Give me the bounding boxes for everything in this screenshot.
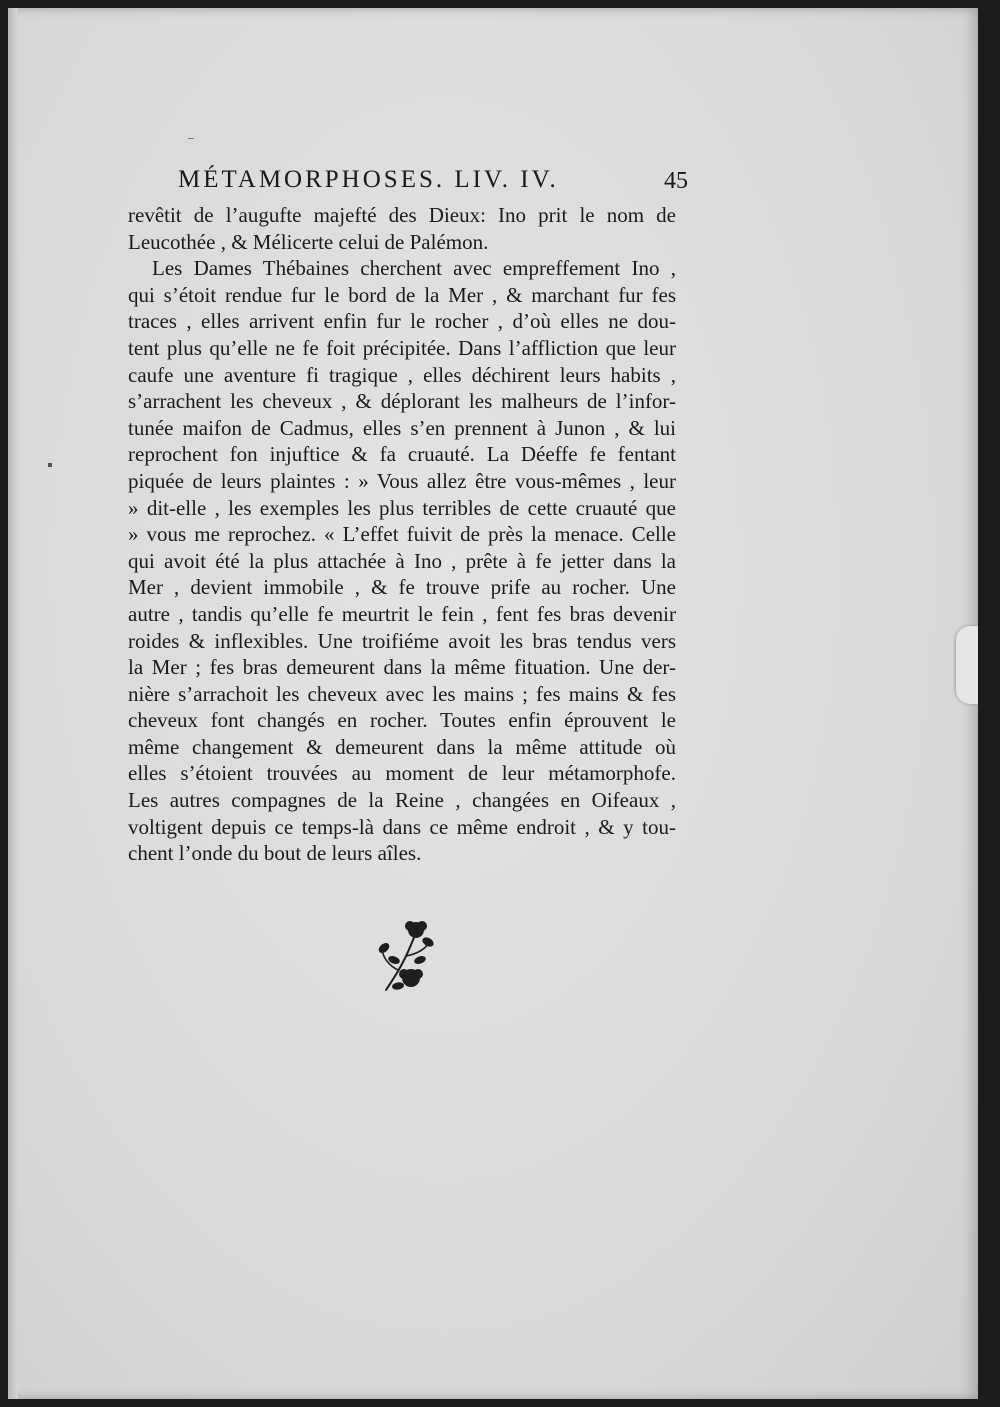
text-line: même changement & demeurent dans la même attitude où [128, 734, 676, 759]
text-line: tent plus qu’elle ne fe foit précipitée. Dans l’affliction que leur [128, 335, 676, 360]
text-line: traces , elles arrivent enfin fur le rocher , d’où elles ne dou- [128, 309, 676, 334]
text-line: elles s’étoient trouvées au moment de leur métamorphofe. [128, 761, 676, 786]
text-line: qui avoit été la plus attachée à Ino , prête à fe jetter dans la [128, 548, 676, 573]
text-line: s’arrachent les cheveux , & déplorant les malheurs de l’infor- [128, 389, 676, 414]
page-header [178, 166, 688, 196]
stray-mark [48, 463, 52, 467]
text-line: autre , tandis qu’elle fe meurtrit le fein , fent fes bras devenir [128, 601, 676, 626]
page-number: 45 [664, 168, 688, 194]
text-line: revêtit de l’augufte majefté des Dieux: Ino prit le nom de [128, 203, 676, 227]
text-line: nière s’arrachoit les cheveux avec les mains ; fes mains & fes [128, 681, 676, 706]
text-line: cheveux font changés en rocher. Toutes enfin éprouvent le [128, 708, 676, 733]
text-line: roides & inflexibles. Une troifiéme avoit les bras tendus vers [128, 628, 676, 653]
text-line: reprochent fon injuftice & fa cruauté. La Déeffe fe fentant [128, 442, 676, 467]
text-line: chent l’onde du bout de leurs aîles. [128, 841, 422, 866]
body-text [128, 202, 676, 867]
page-edge-tab [956, 626, 978, 704]
page-spine-shadow [8, 8, 18, 1399]
text-line: Leucothée , & Mélicerte celui de Palémon. [128, 229, 489, 254]
floral-fleuron-icon [376, 920, 436, 994]
text-line: » dit-elle , les exemples les plus terribles de cette cruauté que [128, 495, 676, 520]
text-line: Les Dames Thébaines cherchent avec empreffement Ino , [152, 256, 676, 281]
text-line: Les autres compagnes de la Reine , changées en Oifeaux , [128, 788, 676, 813]
stray-mark [188, 138, 194, 139]
text-line: la Mer ; fes bras demeurent dans la même fituation. Une der- [128, 655, 676, 680]
text-line: » vous me reprochez. « L’effet fuivit de près la menace. Celle [128, 522, 676, 547]
text-line: qui s’étoit rendue fur le bord de la Mer , & marchant fur fes [128, 282, 676, 307]
running-head: MÉTAMORPHOSES. LIV. IV. [178, 166, 559, 193]
book-page [8, 8, 978, 1399]
text-line: caufe une aventure fi tragique , elles déchirent leurs habits , [128, 362, 676, 387]
text-line: voltigent depuis ce temps-là dans ce même endroit , & y tou- [128, 814, 676, 839]
text-line: piquée de leurs plaintes : » Vous allez être vous-mêmes , leur [128, 468, 676, 493]
text-line: tunée maifon de Cadmus, elles s’en prennent à Junon , & lui [128, 415, 676, 440]
text-line: Mer , devient immobile , & fe trouve prife au rocher. Une [128, 575, 676, 600]
